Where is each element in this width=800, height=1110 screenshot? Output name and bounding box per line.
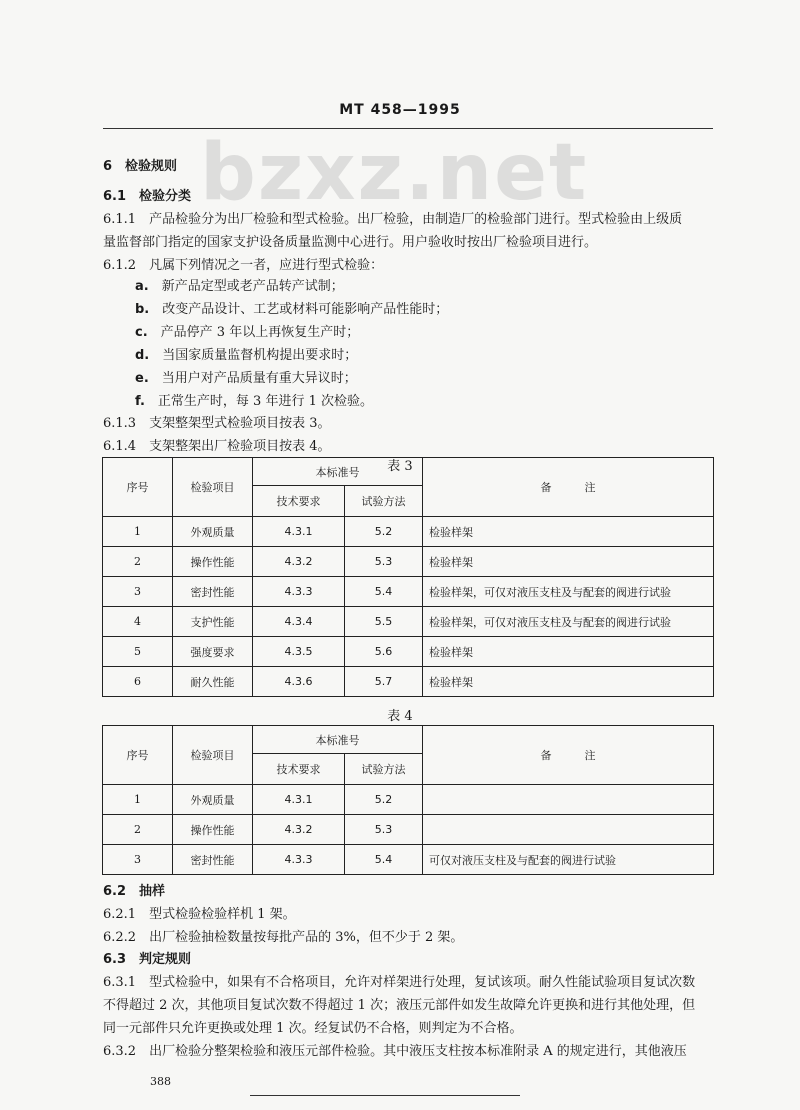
cell-note bbox=[423, 785, 714, 815]
list-item: f. 正常生产时，每 3 年进行 1 次检验。 bbox=[135, 394, 373, 409]
section-6-title: 6 检验规则 bbox=[103, 159, 178, 174]
cell-seq: 4 bbox=[103, 607, 173, 637]
table-header-std: 本标准号 bbox=[253, 726, 423, 754]
page-number: 388 bbox=[150, 1075, 171, 1088]
cell-item: 外观质量 bbox=[173, 517, 253, 547]
table-4-caption: 表 4 bbox=[387, 709, 413, 724]
standard-header: MT 458—1995 bbox=[339, 102, 461, 118]
table-4 bbox=[102, 725, 714, 875]
table-row bbox=[103, 517, 714, 547]
para-6-2-1: 6.2.1 型式检验检验样机 1 架。 bbox=[103, 907, 296, 922]
cell-item: 密封性能 bbox=[173, 577, 253, 607]
cell-tech: 4.3.2 bbox=[253, 547, 345, 577]
cell-item: 耐久性能 bbox=[173, 667, 253, 697]
table-3 bbox=[102, 457, 714, 697]
table-row bbox=[103, 577, 714, 607]
section-6-3-title: 6.3 判定规则 bbox=[103, 952, 192, 967]
list-item: c. 产品停产 3 年以上再恢复生产时； bbox=[135, 325, 360, 340]
table-row bbox=[103, 785, 714, 815]
cell-tech: 4.3.2 bbox=[253, 815, 345, 845]
cell-item: 强度要求 bbox=[173, 637, 253, 667]
cell-seq: 1 bbox=[103, 785, 173, 815]
cell-method: 5.4 bbox=[345, 845, 423, 875]
cell-method: 5.4 bbox=[345, 577, 423, 607]
cell-seq: 3 bbox=[103, 577, 173, 607]
cell-item: 操作性能 bbox=[173, 547, 253, 577]
cell-tech: 4.3.3 bbox=[253, 845, 345, 875]
table-header-tech: 技术要求 bbox=[253, 486, 345, 517]
cell-method: 5.6 bbox=[345, 637, 423, 667]
cell-note: 检验样架 bbox=[423, 667, 714, 697]
para-6-2-2: 6.2.2 出厂检验抽检数量按每批产品的 3%，但不少于 2 架。 bbox=[103, 930, 464, 945]
cell-tech: 4.3.3 bbox=[253, 577, 345, 607]
cell-seq: 2 bbox=[103, 547, 173, 577]
cell-method: 5.3 bbox=[345, 815, 423, 845]
cell-seq: 1 bbox=[103, 517, 173, 547]
table-header-seq: 序号 bbox=[103, 458, 173, 517]
cell-tech: 4.3.4 bbox=[253, 607, 345, 637]
cell-seq: 2 bbox=[103, 815, 173, 845]
cell-seq: 5 bbox=[103, 637, 173, 667]
table-header-item: 检验项目 bbox=[173, 458, 253, 517]
para-6-1-4: 6.1.4 支架整架出厂检验项目按表 4。 bbox=[103, 439, 331, 454]
table-row bbox=[103, 547, 714, 577]
cell-seq: 3 bbox=[103, 845, 173, 875]
table-header-method: 试验方法 bbox=[345, 754, 423, 785]
cell-note: 可仅对液压支柱及与配套的阀进行试验 bbox=[423, 845, 714, 875]
cell-note: 检验样架 bbox=[423, 637, 714, 667]
cell-tech: 4.3.1 bbox=[253, 785, 345, 815]
table-row bbox=[103, 815, 714, 845]
table-header-item: 检验项目 bbox=[173, 726, 253, 785]
table-header-method: 试验方法 bbox=[345, 486, 423, 517]
section-6-2-title: 6.2 抽样 bbox=[103, 884, 166, 899]
cell-method: 5.2 bbox=[345, 517, 423, 547]
cell-seq: 6 bbox=[103, 667, 173, 697]
cell-item: 操作性能 bbox=[173, 815, 253, 845]
cell-tech: 4.3.6 bbox=[253, 667, 345, 697]
section-6-1-title: 6.1 检验分类 bbox=[103, 189, 192, 204]
list-item: a. 新产品定型或老产品转产试制； bbox=[135, 279, 344, 294]
para-6-1-1-line2: 量监督部门指定的国家支护设备质量监测中心进行。用户验收时按出厂检验项目进行。 bbox=[103, 235, 598, 250]
cell-note: 检验样架 bbox=[423, 517, 714, 547]
cell-note: 检验样架，可仅对液压支柱及与配套的阀进行试验 bbox=[423, 607, 714, 637]
table-header-note: 备 注 bbox=[423, 726, 714, 785]
table-row bbox=[103, 607, 714, 637]
para-6-1-3: 6.1.3 支架整架型式检验项目按表 3。 bbox=[103, 416, 331, 431]
cell-note: 检验样架，可仅对液压支柱及与配套的阀进行试验 bbox=[423, 577, 714, 607]
cell-note bbox=[423, 815, 714, 845]
watermark: bzxz.net bbox=[200, 128, 589, 218]
cell-method: 5.2 bbox=[345, 785, 423, 815]
cell-tech: 4.3.1 bbox=[253, 517, 345, 547]
cell-item: 外观质量 bbox=[173, 785, 253, 815]
table-header-note: 备 注 bbox=[423, 458, 714, 517]
para-6-1-2: 6.1.2 凡属下列情况之一者，应进行型式检验： bbox=[103, 258, 384, 273]
cell-item: 密封性能 bbox=[173, 845, 253, 875]
para-6-3-1-line3: 同一元部件只允许更换或处理 1 次。经复试仍不合格，则判定为不合格。 bbox=[103, 1021, 523, 1036]
para-6-1-1-line1: 6.1.1 产品检验分为出厂检验和型式检验。出厂检验，由制造厂的检验部门进行。型式检验由上级质 bbox=[103, 212, 683, 227]
cell-method: 5.7 bbox=[345, 667, 423, 697]
cell-item: 支护性能 bbox=[173, 607, 253, 637]
para-6-3-2: 6.3.2 出厂检验分整架检验和液压元部件检验。其中液压支柱按本标准附录 A 的规定进行，其他液压 bbox=[103, 1044, 687, 1059]
table-3-caption: 表 3 bbox=[387, 459, 413, 474]
table-row bbox=[103, 637, 714, 667]
para-6-3-1-line1: 6.3.1 型式检验中，如果有不合格项目，允许对样架进行处理，复试该项。耐久性能试验项目复试次数 bbox=[103, 975, 696, 990]
cell-tech: 4.3.5 bbox=[253, 637, 345, 667]
list-item: b. 改变产品设计、工艺或材料可能影响产品性能时； bbox=[135, 302, 449, 317]
list-item: d. 当国家质量监督机构提出要求时； bbox=[135, 348, 358, 363]
cell-method: 5.3 bbox=[345, 547, 423, 577]
table-header-std: 本标准号 bbox=[253, 458, 423, 486]
footer-rule bbox=[250, 1095, 520, 1096]
table-header-seq: 序号 bbox=[103, 726, 173, 785]
table-row bbox=[103, 845, 714, 875]
cell-method: 5.5 bbox=[345, 607, 423, 637]
list-item: e. 当用户对产品质量有重大异议时； bbox=[135, 371, 357, 386]
cell-note: 检验样架 bbox=[423, 547, 714, 577]
table-header-tech: 技术要求 bbox=[253, 754, 345, 785]
para-6-3-1-line2: 不得超过 2 次，其他项目复试次数不得超过 1 次；液压元部件如发生故障允许更换和进行其他处理，但 bbox=[103, 998, 696, 1013]
table-row bbox=[103, 667, 714, 697]
